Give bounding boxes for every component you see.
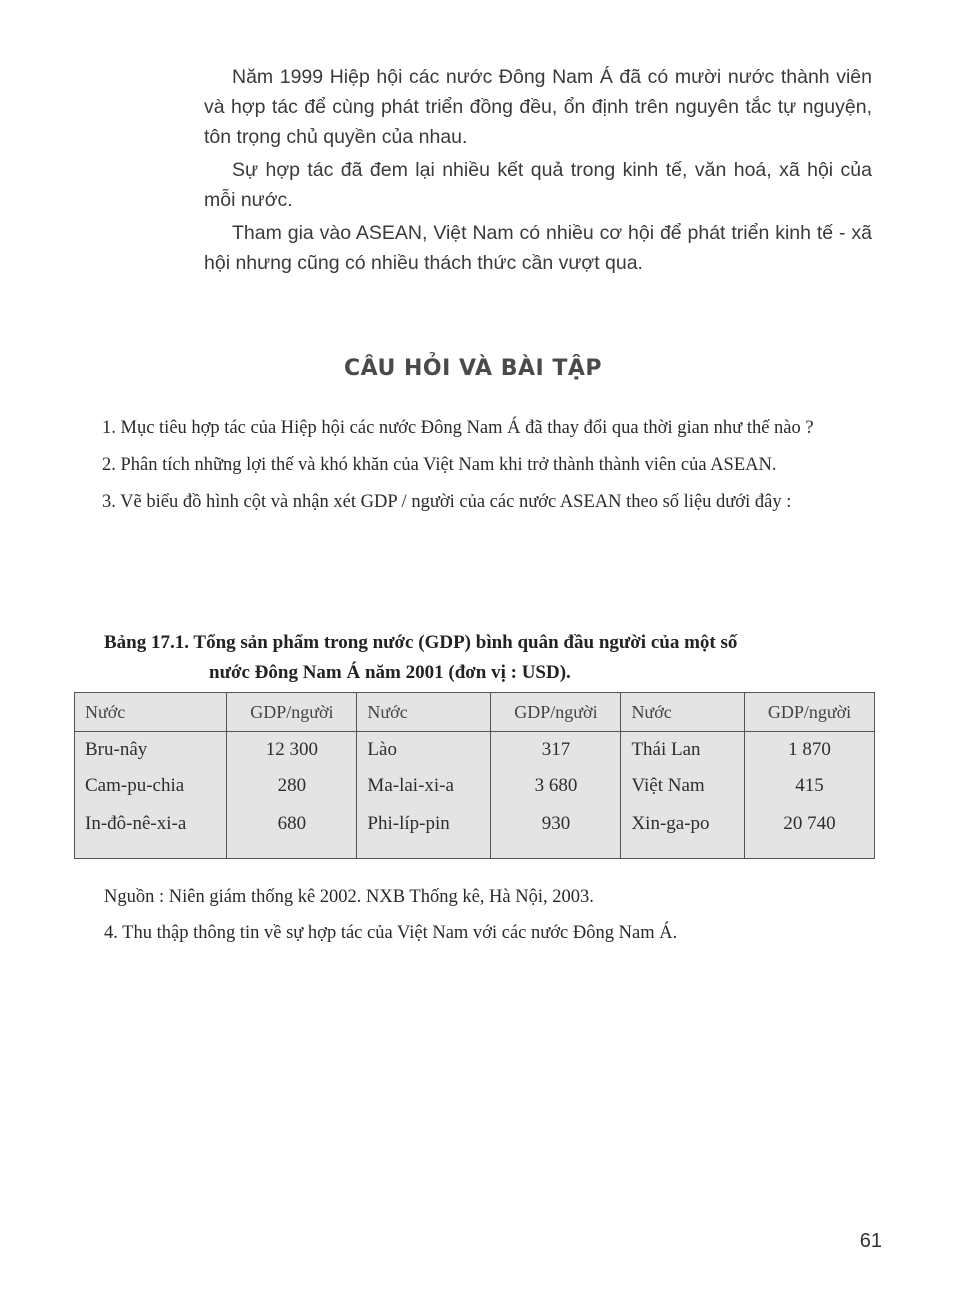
intro-paragraph-2: Sự hợp tác đã đem lại nhiều kết quả trong kinh tế, văn hoá, xã hội của mỗi nước. <box>204 159 872 211</box>
header-country-1: Nước <box>75 693 227 732</box>
table-caption-line-1: Tổng sản phẩm trong nước (GDP) bình quân đầu người của một số <box>193 632 738 653</box>
question-list <box>74 414 872 525</box>
intro-text <box>204 62 872 281</box>
table-caption <box>104 628 864 688</box>
table-caption-line-2: nước Đông Nam Á năm 2001 (đơn vị : USD). <box>209 662 571 683</box>
table-cell: Thái Lan <box>621 732 745 769</box>
table-cell: Việt Nam <box>621 768 745 804</box>
table-cell: 680 <box>227 804 357 859</box>
table-row <box>75 768 875 804</box>
table-row <box>75 732 875 769</box>
intro-paragraph-3: Tham gia vào ASEAN, Việt Nam có nhiều cơ hội để phát triển kinh tế - xã hội nhưng cũng có nhiều thách thức cần vượt qua. <box>204 222 872 274</box>
table-cell: 12 300 <box>227 732 357 769</box>
question-4: 4. Thu thập thông tin về sự hợp tác của Việt Nam với các nước Đông Nam Á. <box>104 923 678 943</box>
table-cell: In-đô-nê-xi-a <box>75 804 227 859</box>
page-number: 61 <box>859 1230 882 1252</box>
section-title: CÂU HỎI VÀ BÀI TẬP <box>344 356 602 381</box>
table-row <box>75 804 875 859</box>
gdp-table <box>74 692 875 859</box>
table-cell: 3 680 <box>491 768 621 804</box>
table-cell: Lào <box>357 732 491 769</box>
header-country-2: Nước <box>357 693 491 732</box>
header-gdp-3: GDP/người <box>744 693 874 732</box>
table-header-row <box>75 693 875 732</box>
table-cell: Phi-líp-pin <box>357 804 491 859</box>
table-cell: 1 870 <box>744 732 874 769</box>
table-cell: 317 <box>491 732 621 769</box>
table-cell: Xin-ga-po <box>621 804 745 859</box>
table-cell: 20 740 <box>744 804 874 859</box>
table-caption-label: Bảng 17.1. <box>104 632 189 653</box>
table-cell: Ma-lai-xi-a <box>357 768 491 804</box>
table-cell: 930 <box>491 804 621 859</box>
header-gdp-2: GDP/người <box>491 693 621 732</box>
table-cell: 280 <box>227 768 357 804</box>
question-2: 2. Phân tích những lợi thế và khó khăn của Việt Nam khi trở thành thành viên của ASEAN. <box>102 455 777 475</box>
table-cell: Bru-nây <box>75 732 227 769</box>
table-cell: 415 <box>744 768 874 804</box>
table-source: Nguồn : Niên giám thống kê 2002. NXB Thống kê, Hà Nội, 2003. <box>104 887 594 907</box>
header-country-3: Nước <box>621 693 745 732</box>
question-1: 1. Mục tiêu hợp tác của Hiệp hội các nước Đông Nam Á đã thay đổi qua thời gian như thế nào ? <box>102 418 814 438</box>
header-gdp-1: GDP/người <box>227 693 357 732</box>
question-3: 3. Vẽ biểu đồ hình cột và nhận xét GDP / người của các nước ASEAN theo số liệu dưới đây : <box>102 492 792 512</box>
table-cell: Cam-pu-chia <box>75 768 227 804</box>
intro-paragraph-1: Năm 1999 Hiệp hội các nước Đông Nam Á đã có mười nước thành viên và hợp tác để cùng phát triển đồng đều, ổn định trên nguyên tắc tự nguyện, tôn trọng chủ quyền của nhau. <box>204 66 872 148</box>
